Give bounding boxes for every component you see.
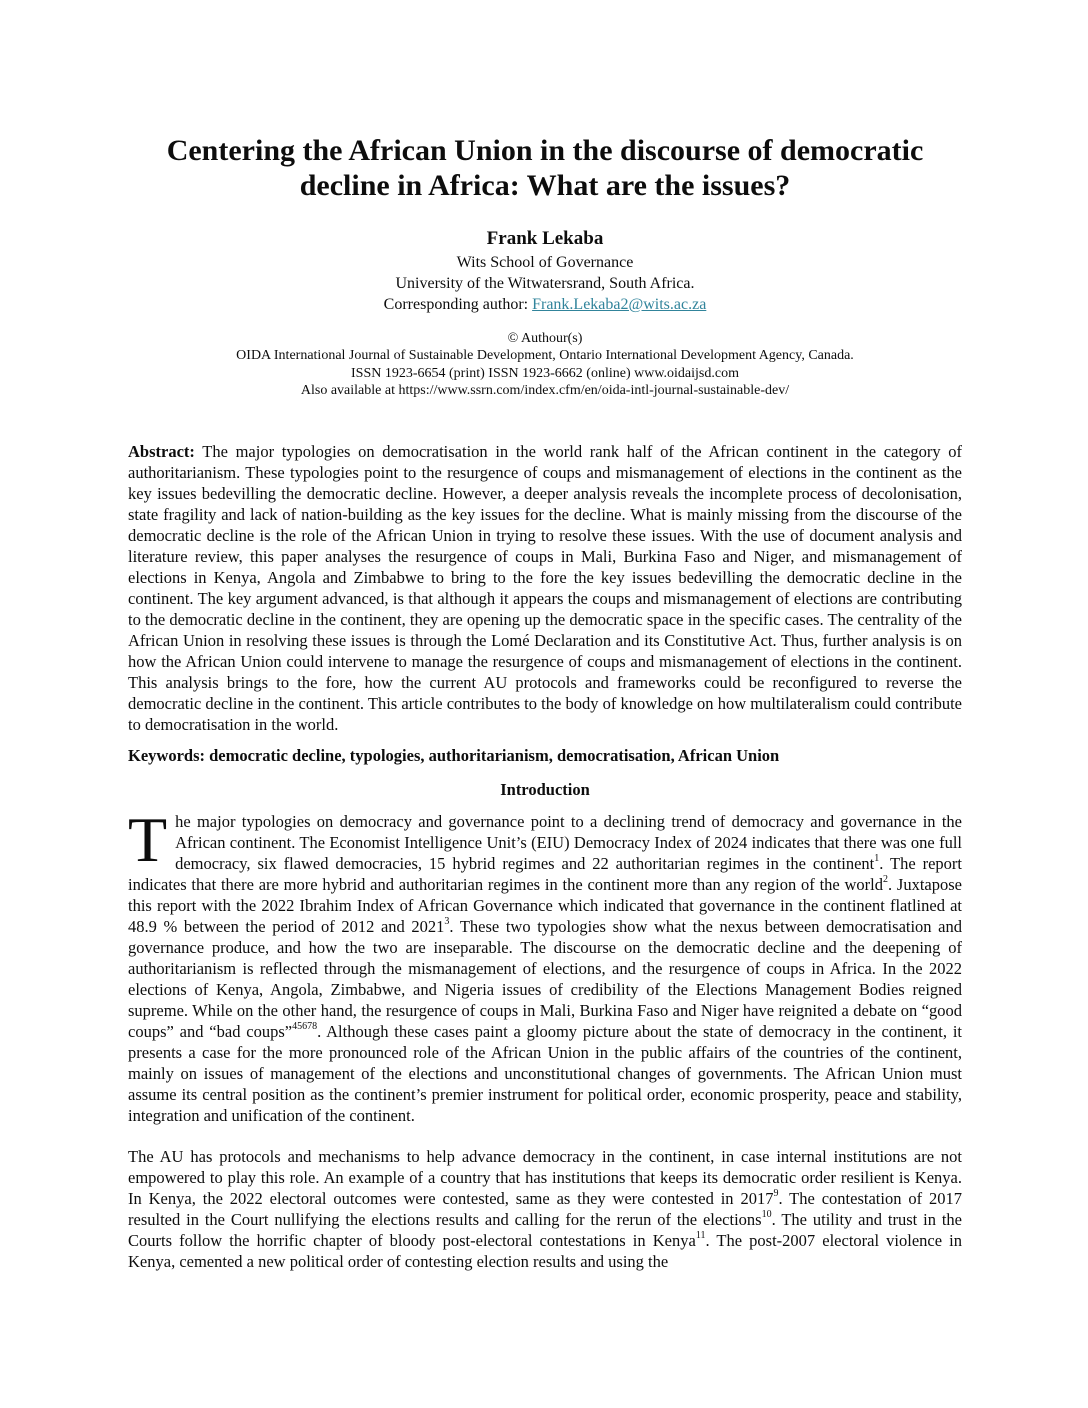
- journal-line: OIDA International Journal of Sustainable Development, Ontario International Development Agency, Canada.: [236, 348, 854, 364]
- author-affiliation-university: University of the Witwatersrand, South Africa.: [395, 274, 695, 292]
- abstract-text: The major typologies on democratisation in the world rank half of the African continent in the category of authoritarianism. These typologies point to the resurgence of coups and mismanagement of elections in the continent as the key issues bedevilling the democratic decline. However, a deeper analysis reveals the incomplete process of decolonisation, state fragility and lack of nation-building as the key issues for the decline. What is mainly missing from the discourse of the democratic decline is the role of the African Union in trying to resolve these issues. With the use of document analysis and literature review, this paper analyses the resurgence of coups in Mali, Burkina Faso and Niger, and mismanagement of elections in Kenya, Angola and Zimbabwe to bring to the fore the key issues bedevilling the democratic decline in the continent. The key argument advanced, is that although it appears the coups and mismanagement of elections are contributing to the democratic decline in the continent, they are opening up the democratic space in the specific cases. The centrality of the African Union in resolving these issues is through the Lomé Declaration and its Constitutive Act. Thus, further analysis is on how the African Union could intervene to manage the resurgence of coups and mismanagement of elections in the continent. This analysis brings to the fore, how the current AU protocols and frameworks could be reconfigured to reverse the democratic decline in the continent. This article contributes to the body of knowledge on how multilateralism could contribute to democratisation in the world.: [128, 441, 962, 734]
- corresponding-author-email-link[interactable]: Frank.Lekaba2@wits.ac.za: [532, 295, 707, 313]
- author-block: [128, 228, 962, 315]
- author-name: Frank Lekaba: [486, 227, 604, 249]
- introduction-heading: Introduction: [500, 779, 590, 799]
- introduction-paragraph-1-text: he major typologies on democracy and governance point to a declining trend of democracy and governance in the African continent. The Economist Intelligence Unit’s (EIU) Democracy Index of 2024 indicates that there was one full democracy, six flawed democracies, 15 hybrid regimes and 22 authoritarian regimes in the continent$^1$. The report indicates that there are more hybrid and authoritarian regimes in the continent more than any region of the world$^2$. Juxtapose this report with the 2022 Ibrahim Index of African Governance which indicated that governance in the continent flatlined at 48.9 % between the period of 2012 and 2021$^3$. These two typologies show what the nexus between democratisation and governance produce, and how the two are inseparable. The discourse on the democratic decline and the deepening of authoritarianism is reflected through the mismanagement of elections, and the resurgence of coups in Africa. In the 2022 elections of Kenya, Angola, Zimbabwe, and Nigeria issues of credibility of the Elections Management Bodies reigned supreme. While on the other hand, the resurgence of coups in Mali, Burkina Faso and Niger have reignited a debate on “good coups” and “bad coups”$^{45678}$. Although these cases paint a gloomy picture about the state of democracy in the continent, it presents a case for the more pronounced role of the African Union in the public affairs of the countries of the continent, mainly on issues of management of the elections and unconstitutional changes of governments. The African Union must assume its central position as the continent’s premier instrument for political order, economic prosperity, peace and stability, integration and unification of the continent.: [128, 811, 962, 1125]
- publisher-block: [128, 330, 962, 400]
- dropcap-letter: T: [128, 803, 168, 875]
- introduction-paragraph-1: [128, 803, 962, 1126]
- issn-line: ISSN 1923-6654 (print) ISSN 1923-6662 (online) www.oidaijsd.com: [351, 365, 739, 381]
- corresponding-author-label: Corresponding author:: [383, 295, 533, 313]
- paper-title: Centering the African Union in the discourse of democratic decline in Africa: What are the issues?: [166, 134, 924, 203]
- abstract-paragraph: [128, 441, 962, 735]
- introduction-paragraph-2: The AU has protocols and mechanisms to help advance democracy in the continent, in case internal institutions are not empowered to play this role. An example of a country that has institutions that keeps its democratic order resilient is Kenya. In Kenya, the 2022 electoral outcomes were contested, same as they were contested in 2017$^9$. The contestation of 2017 resulted in the Court nullifying the elections results and calling for the rerun of the elections$^{10}$. The utility and trust in the Courts follow the horrific chapter of bloody post-electoral contestations in Kenya$^{11}$. The post-2007 electoral violence in Kenya, cemented a new political order of contesting election results and using the: [128, 1146, 963, 1271]
- abstract-label: Abstract:: [128, 441, 195, 461]
- corresponding-author-line: [128, 294, 962, 315]
- keywords-line: Keywords: democratic decline, typologies, authoritarianism, democratisation, African Union: [128, 745, 780, 765]
- copyright-line: © Authour(s): [507, 330, 583, 346]
- author-affiliation-school: Wits School of Governance: [456, 253, 634, 271]
- availability-line: Also available at https://www.ssrn.com/index.cfm/en/oida-intl-journal-sustainable-dev/: [300, 383, 790, 399]
